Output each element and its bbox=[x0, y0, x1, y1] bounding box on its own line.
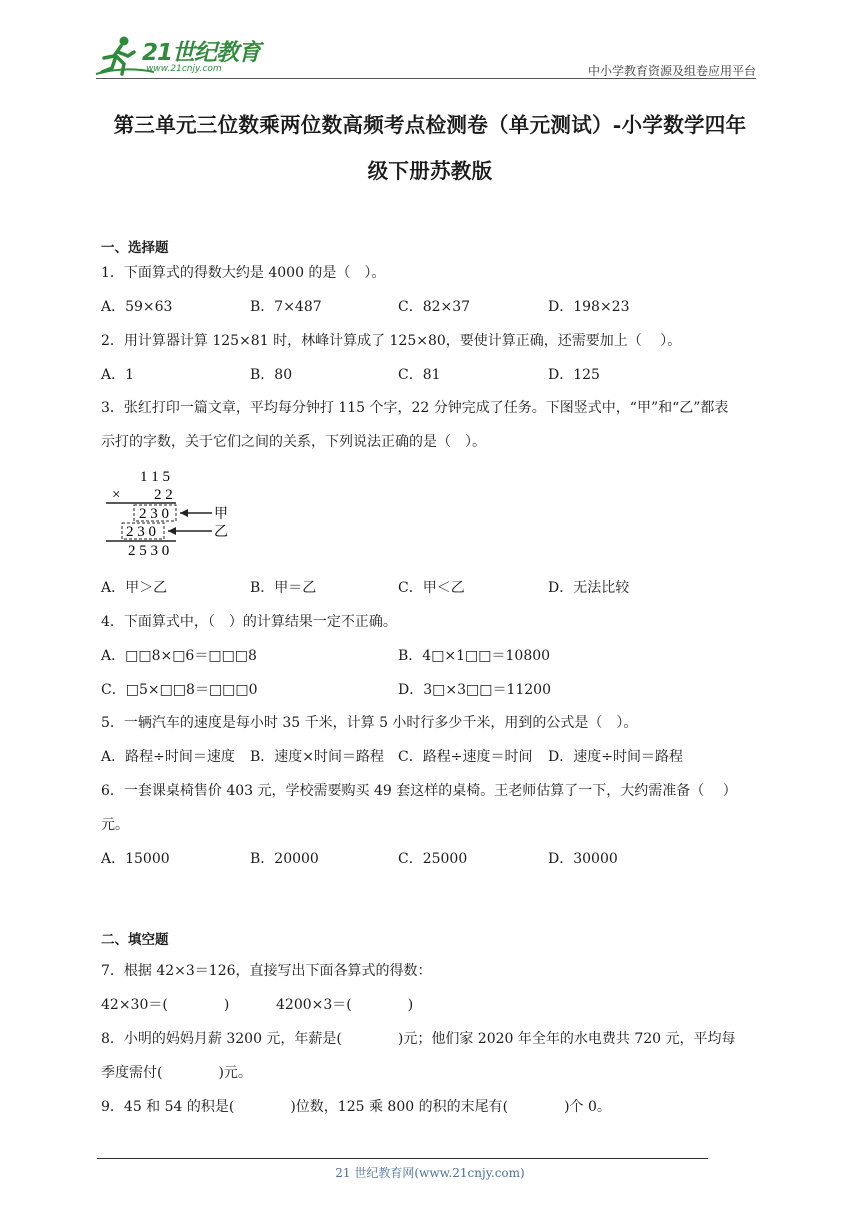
q2-option-a: A．1 bbox=[101, 367, 135, 383]
q3-stem-line-2: 示打的字数，关于它们之间的关系，下列说法正确的是（ ）。 bbox=[101, 434, 486, 450]
diagram-label-jia: 甲 bbox=[214, 506, 228, 522]
section-heading-fill: 二、填空题 bbox=[101, 932, 169, 948]
q3-option-b: B．甲＝乙 bbox=[250, 580, 317, 596]
q9-stem: 9．45 和 54 的积是( )位数，125 乘 800 的积的末尾有( )个 0。 bbox=[101, 1099, 611, 1115]
site-logo bbox=[94, 32, 264, 80]
q6-stem-line-1: 6．一套课桌椅售价 403 元，学校需要购买 49 套这样的桌椅。王老师估算了一下，大约需准备（ ） bbox=[101, 783, 737, 799]
q5-option-c: C．路程÷速度＝时间 bbox=[398, 749, 533, 765]
q2-option-b: B．80 bbox=[250, 367, 293, 383]
q5-option-a: A．路程÷时间＝速度 bbox=[101, 749, 235, 765]
section-heading-choice: 一、选择题 bbox=[101, 240, 169, 256]
logo-url: www.21cnjy.com bbox=[146, 64, 222, 74]
q6-option-a: A．15000 bbox=[101, 851, 170, 867]
q7-part-1: 42×30＝( ) bbox=[101, 997, 230, 1013]
q4-option-c: C．□5×□□8＝□□□0 bbox=[101, 682, 258, 698]
q3-option-d: D．无法比较 bbox=[548, 580, 630, 596]
q4-option-d: D．3□×3□□＝11200 bbox=[398, 682, 551, 698]
q1-option-d: D．198×23 bbox=[548, 299, 630, 315]
diagram-label-yi: 乙 bbox=[214, 524, 228, 540]
q1-option-b: B．7×487 bbox=[250, 299, 322, 315]
multiplication-diagram bbox=[104, 465, 244, 557]
q5-option-b: B．速度×时间＝路程 bbox=[250, 749, 385, 765]
q2-option-d: D．125 bbox=[548, 367, 600, 383]
page-title bbox=[90, 102, 770, 194]
footer-link[interactable]: 21 世纪教育网(www.21cnjy.com) bbox=[335, 1166, 525, 1180]
q6-option-d: D．30000 bbox=[548, 851, 618, 867]
footer-divider bbox=[97, 1158, 708, 1159]
q5-option-d: D．速度÷时间＝路程 bbox=[548, 749, 683, 765]
q6-stem-line-2: 元。 bbox=[101, 817, 129, 833]
q6-option-c: C．25000 bbox=[398, 851, 468, 867]
diagram-result: 2 5 3 0 bbox=[128, 543, 170, 557]
diagram-partial-2: 2 3 0 bbox=[126, 524, 156, 540]
q7-stem: 7．根据 42×3＝126，直接写出下面各算式的得数： bbox=[101, 963, 432, 979]
q6-option-b: B．20000 bbox=[250, 851, 319, 867]
q8-stem-line-2: 季度需付( )元。 bbox=[101, 1065, 252, 1081]
q2-option-c: C．81 bbox=[398, 367, 441, 383]
q3-option-a: A．甲＞乙 bbox=[101, 580, 168, 596]
diagram-partial-1: 2 3 0 bbox=[139, 506, 169, 522]
q7-part-2: 4200×3＝( ) bbox=[276, 997, 414, 1013]
header-tagline: 中小学教育资源及组卷应用平台 bbox=[587, 64, 756, 78]
q4-option-b: B．4□×1□□＝10800 bbox=[398, 648, 551, 664]
q4-stem: 4．下面算式中，（ ）的计算结果一定不正确。 bbox=[101, 614, 397, 630]
q4-option-a: A．□□8×□6＝□□□8 bbox=[101, 648, 257, 664]
q1-stem: 1．下面算式的得数大约是 4000 的是（ ）。 bbox=[101, 265, 386, 281]
title-line-2: 级下册苏教版 bbox=[367, 159, 493, 183]
q8-stem-line-1: 8．小明的妈妈月薪 3200 元，年薪是( )元；他们家 2020 年全年的水电费共 720 元，平均每 bbox=[101, 1031, 736, 1047]
q3-option-c: C．甲＜乙 bbox=[398, 580, 465, 596]
q3-stem-line-1: 3．张红打印一篇文章，平均每分钟打 115 个字，22 分钟完成了任务。下图竖式中，“甲”和“乙”都表 bbox=[101, 400, 729, 416]
q1-option-a: A．59×63 bbox=[101, 299, 173, 315]
diagram-times-sign: × bbox=[112, 487, 121, 503]
q2-stem: 2．用计算器计算 125×81 时，林峰计算成了 125×80，要使计算正确，还需要加上（ ）。 bbox=[101, 333, 682, 349]
header-divider bbox=[96, 78, 756, 79]
title-line-1: 第三单元三位数乘两位数高频考点检测卷（单元测试）-小学数学四年 bbox=[113, 113, 747, 137]
diagram-multiplier: 2 2 bbox=[154, 487, 173, 503]
diagram-multiplicand: 1 1 5 bbox=[140, 469, 170, 485]
q5-stem: 5．一辆汽车的速度是每小时 35 千米，计算 5 小时行多少千米，用到的公式是（ ）。 bbox=[101, 715, 638, 731]
q1-option-c: C．82×37 bbox=[398, 299, 471, 315]
logo-wordmark: 21世纪教育 bbox=[142, 40, 261, 66]
